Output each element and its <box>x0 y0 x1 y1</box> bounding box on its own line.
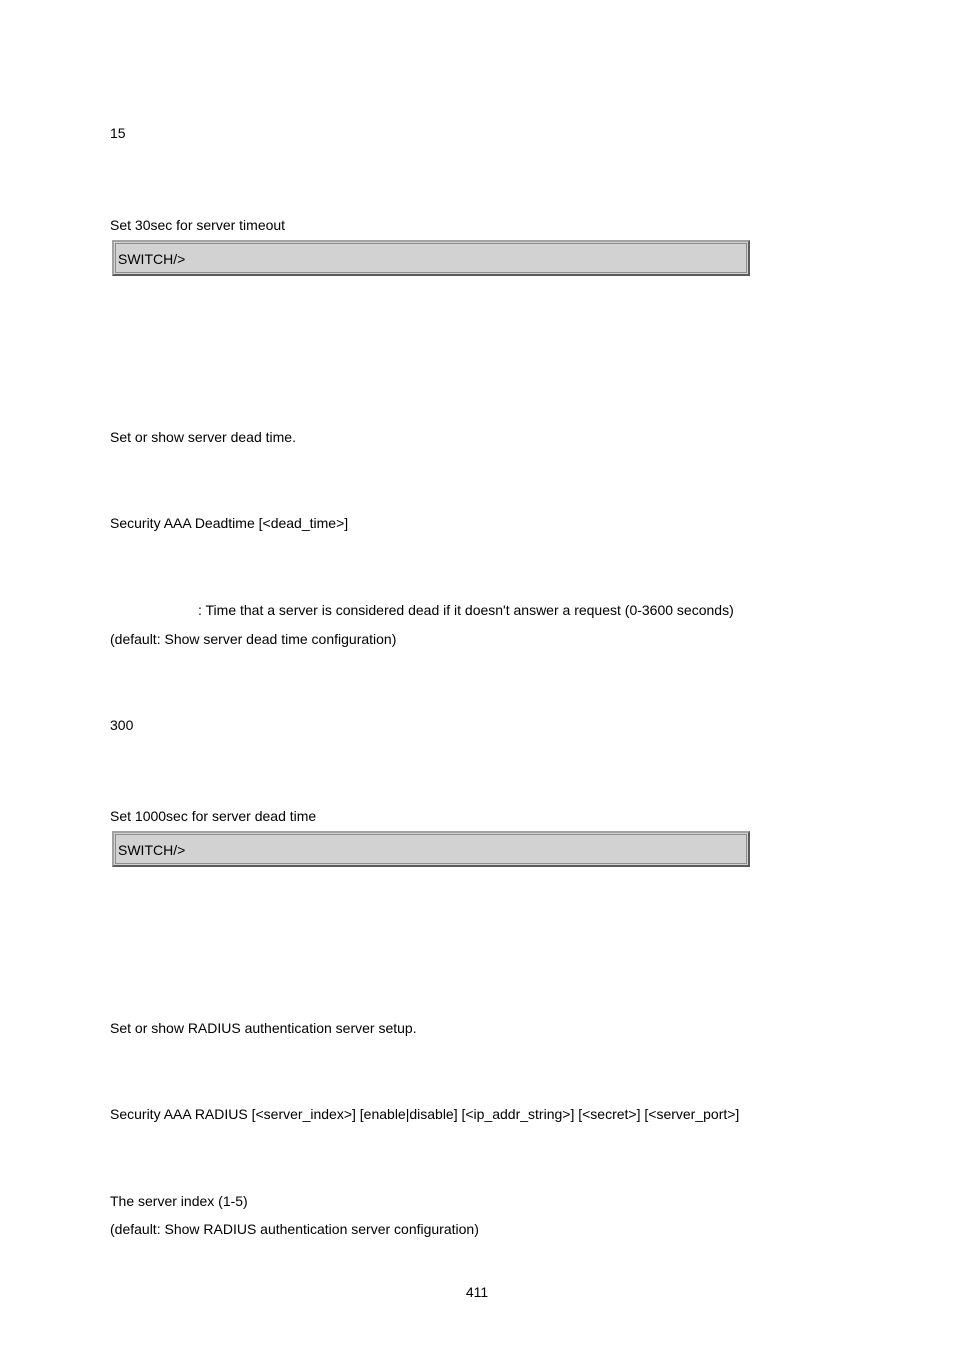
deadtime-example-caption: Set 1000sec for server dead time <box>110 808 317 824</box>
deadtime-example-command-box <box>112 831 750 867</box>
deadtime-syntax: Security AAA Deadtime [<dead_time>] <box>110 515 349 531</box>
timeout-example-command-box <box>112 240 750 276</box>
timeout-example-caption: Set 30sec for server timeout <box>110 217 286 233</box>
deadtime-default-value: 300 <box>110 717 134 733</box>
radius-description: Set or show RADIUS authentication server setup. <box>110 1020 417 1036</box>
radius-param-default: (default: Show RADIUS authentication server configuration) <box>110 1221 479 1237</box>
deadtime-description: Set or show server dead time. <box>110 429 296 445</box>
deadtime-param-default: (default: Show server dead time configuration) <box>110 631 397 647</box>
timeout-example-command: SWITCH/> <box>118 251 186 267</box>
radius-syntax: Security AAA RADIUS [<server_index>] [enable|disable] [<ip_addr_string>] [<secret>] [<server_port>] <box>110 1106 740 1122</box>
deadtime-example-command: SWITCH/> <box>118 842 186 858</box>
timeout-default-value: 15 <box>110 125 126 141</box>
radius-param-description: The server index (1-5) <box>110 1193 248 1209</box>
deadtime-param-description: : Time that a server is considered dead if it doesn't answer a request (0-3600 seconds) <box>198 602 734 618</box>
page-number: 411 <box>465 1284 489 1300</box>
